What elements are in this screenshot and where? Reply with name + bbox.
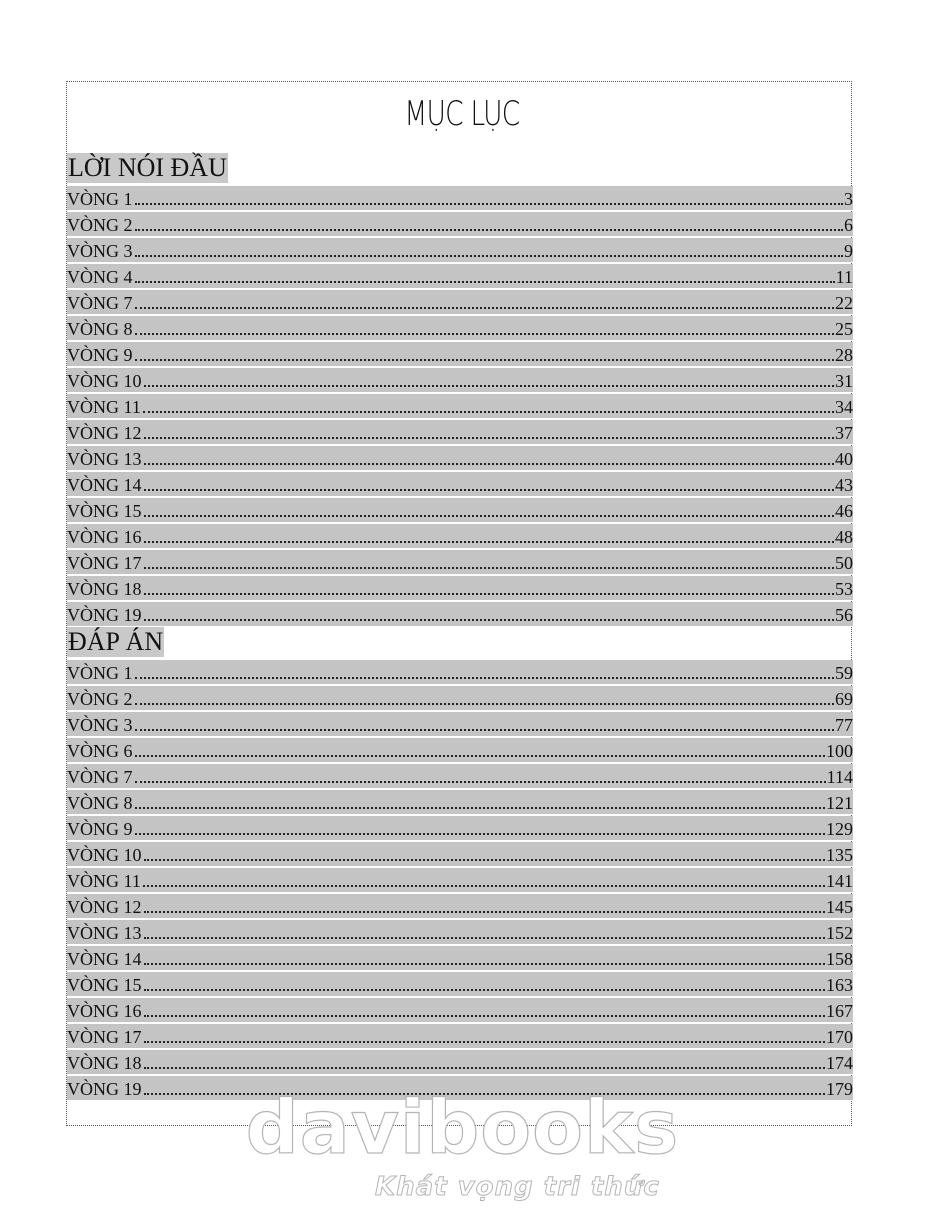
- toc-entry[interactable]: [67, 946, 853, 970]
- toc-entry-page-number: 163: [826, 975, 853, 995]
- toc-entry-label: VÒNG 3: [67, 241, 133, 261]
- toc-entry-label: VÒNG 11: [67, 397, 141, 417]
- dot-leader: [135, 228, 844, 231]
- toc-entry[interactable]: [67, 894, 853, 918]
- toc-entry-page-number: 53: [835, 579, 853, 599]
- dot-leader: [135, 780, 826, 783]
- dot-leader: [135, 806, 826, 809]
- watermark-brand: davibooks: [245, 1085, 680, 1171]
- toc-entry[interactable]: [67, 764, 853, 788]
- toc-entry-page-number: 100: [826, 741, 853, 761]
- dot-leader: [135, 202, 844, 205]
- toc-entry[interactable]: [67, 550, 853, 574]
- toc-entry-page-number: 170: [826, 1027, 853, 1047]
- dot-leader: [135, 254, 844, 257]
- dot-leader: [144, 1066, 826, 1069]
- dot-leader: [135, 676, 835, 679]
- toc-entry-page-number: 135: [826, 845, 853, 865]
- dot-leader: [144, 936, 826, 939]
- toc-entry[interactable]: [67, 524, 853, 548]
- dot-leader: [135, 832, 826, 835]
- toc-entry-label: VÒNG 13: [67, 449, 142, 469]
- toc-entry-label: VÒNG 15: [67, 975, 142, 995]
- toc-entry[interactable]: [67, 998, 853, 1022]
- dot-leader: [144, 488, 835, 491]
- toc-entry[interactable]: [67, 238, 853, 262]
- toc-entry-label: VÒNG 16: [67, 1001, 142, 1021]
- toc-entry-label: VÒNG 2: [67, 215, 133, 235]
- toc-entry-label: VÒNG 10: [67, 845, 142, 865]
- dot-leader: [144, 384, 835, 387]
- toc-entry-label: VÒNG 12: [67, 897, 142, 917]
- toc-entry[interactable]: [67, 394, 853, 418]
- toc-entry-label: VÒNG 14: [67, 475, 142, 495]
- toc-entry-label: VÒNG 3: [67, 715, 133, 735]
- toc-entry-label: VÒNG 4: [67, 267, 133, 287]
- toc-entry-label: VÒNG 17: [67, 1027, 142, 1047]
- toc-entry-label: VÒNG 18: [67, 1053, 142, 1073]
- dot-leader: [143, 410, 834, 413]
- toc-entry[interactable]: [67, 576, 853, 600]
- toc-entry[interactable]: [67, 420, 853, 444]
- toc-entry[interactable]: [67, 972, 853, 996]
- toc-entry[interactable]: [67, 498, 853, 522]
- dot-leader: [144, 988, 826, 991]
- toc-entry-label: VÒNG 7: [67, 293, 133, 313]
- toc-entry[interactable]: [67, 264, 853, 288]
- toc-entry-label: VÒNG 8: [67, 793, 133, 813]
- dot-leader: [144, 858, 826, 861]
- toc-entry[interactable]: [67, 738, 853, 762]
- toc-entry-page-number: 43: [835, 475, 853, 495]
- dot-leader: [144, 566, 835, 569]
- toc-entry[interactable]: [67, 290, 853, 314]
- toc-entry-label: VÒNG 9: [67, 345, 133, 365]
- toc-entry-page-number: 77: [835, 715, 853, 735]
- toc-entry-label: VÒNG 12: [67, 423, 142, 443]
- dot-leader: [144, 1040, 826, 1043]
- toc-entry-page-number: 6: [844, 215, 853, 235]
- toc-entry-page-number: 3: [844, 189, 853, 209]
- toc-entry-page-number: 69: [835, 689, 853, 709]
- toc-entry-page-number: 179: [826, 1079, 853, 1099]
- toc-entry-label: VÒNG 19: [67, 1079, 142, 1099]
- toc-entry[interactable]: [67, 686, 853, 710]
- toc-entry-page-number: 114: [826, 767, 853, 787]
- toc-entry-label: VÒNG 10: [67, 371, 142, 391]
- toc-entry-label: VÒNG 14: [67, 949, 142, 969]
- toc-entry-page-number: 145: [826, 897, 853, 917]
- toc-entry[interactable]: [67, 1050, 853, 1074]
- toc-entry[interactable]: [67, 868, 853, 892]
- toc-entry[interactable]: [67, 712, 853, 736]
- toc-entry-page-number: 34: [835, 397, 853, 417]
- section-heading-answers[interactable]: ĐÁP ÁN: [68, 627, 164, 656]
- dot-leader: [144, 514, 835, 517]
- toc-entry[interactable]: [67, 602, 853, 626]
- dot-leader: [144, 1014, 826, 1017]
- dot-leader: [144, 962, 826, 965]
- toc-entry-page-number: 141: [826, 871, 853, 891]
- toc-entry-label: VÒNG 1: [67, 189, 133, 209]
- toc-entry-label: VÒNG 2: [67, 689, 133, 709]
- dot-leader: [144, 540, 835, 543]
- toc-entry-page-number: 59: [835, 663, 853, 683]
- toc-list-rounds: [67, 186, 853, 628]
- toc-entry-page-number: 37: [835, 423, 853, 443]
- page-title: MỤC LỤC: [404, 94, 520, 134]
- toc-entry-page-number: 46: [835, 501, 853, 521]
- dot-leader: [135, 702, 835, 705]
- toc-entry-label: VÒNG 9: [67, 819, 133, 839]
- toc-entry-page-number: 174: [826, 1053, 853, 1073]
- dot-leader: [144, 462, 835, 465]
- toc-entry-page-number: 129: [826, 819, 853, 839]
- toc-entry-page-number: 11: [835, 267, 853, 287]
- dot-leader: [143, 884, 825, 887]
- toc-entry-page-number: 31: [835, 371, 853, 391]
- toc-entry-page-number: 152: [826, 923, 853, 943]
- dot-leader: [144, 592, 835, 595]
- toc-entry[interactable]: [67, 472, 853, 496]
- toc-entry-page-number: 25: [835, 319, 853, 339]
- dot-leader: [135, 358, 835, 361]
- dot-leader: [135, 754, 826, 757]
- toc-list-answers: [67, 660, 853, 1102]
- toc-entry-page-number: 121: [826, 793, 853, 813]
- toc-entry-label: VÒNG 7: [67, 767, 133, 787]
- toc-entry-label: VÒNG 13: [67, 923, 142, 943]
- toc-entry[interactable]: [67, 186, 853, 210]
- toc-entry-page-number: 40: [835, 449, 853, 469]
- toc-entry[interactable]: [67, 1024, 853, 1048]
- toc-entry[interactable]: [67, 660, 853, 684]
- toc-entry[interactable]: [67, 842, 853, 866]
- dot-leader: [144, 910, 826, 913]
- watermark-tagline: Khát vọng tri thức: [375, 1172, 660, 1202]
- toc-entry-label: VÒNG 8: [67, 319, 133, 339]
- toc-entry[interactable]: [67, 816, 853, 840]
- toc-entry-label: VÒNG 15: [67, 501, 142, 521]
- toc-entry-label: VÒNG 19: [67, 605, 142, 625]
- section-heading-preface[interactable]: LỜI NÓI ĐẦU: [68, 153, 227, 182]
- dot-leader: [135, 332, 835, 335]
- dot-leader: [135, 728, 835, 731]
- toc-entry[interactable]: [67, 212, 853, 236]
- toc-entry-page-number: 22: [835, 293, 853, 313]
- dot-leader: [144, 436, 835, 439]
- dot-leader: [144, 618, 835, 621]
- toc-entry[interactable]: [67, 920, 853, 944]
- toc-entry[interactable]: [67, 446, 853, 470]
- toc-entry-label: VÒNG 17: [67, 553, 142, 573]
- dot-leader: [135, 280, 835, 283]
- toc-entry-page-number: 48: [835, 527, 853, 547]
- toc-entry-label: VÒNG 1: [67, 663, 133, 683]
- toc-entry-label: VÒNG 6: [67, 741, 133, 761]
- toc-entry-label: VÒNG 11: [67, 871, 141, 891]
- toc-entry-page-number: 167: [826, 1001, 853, 1021]
- dot-leader: [135, 306, 835, 309]
- toc-entry[interactable]: [67, 790, 853, 814]
- toc-entry-page-number: 56: [835, 605, 853, 625]
- toc-entry[interactable]: [67, 316, 853, 340]
- toc-entry-label: VÒNG 16: [67, 527, 142, 547]
- toc-entry[interactable]: [67, 342, 853, 366]
- toc-entry-page-number: 50: [835, 553, 853, 573]
- toc-entry-label: VÒNG 18: [67, 579, 142, 599]
- toc-entry-page-number: 28: [835, 345, 853, 365]
- toc-entry-page-number: 9: [844, 241, 853, 261]
- toc-entry-page-number: 158: [826, 949, 853, 969]
- toc-entry[interactable]: [67, 368, 853, 392]
